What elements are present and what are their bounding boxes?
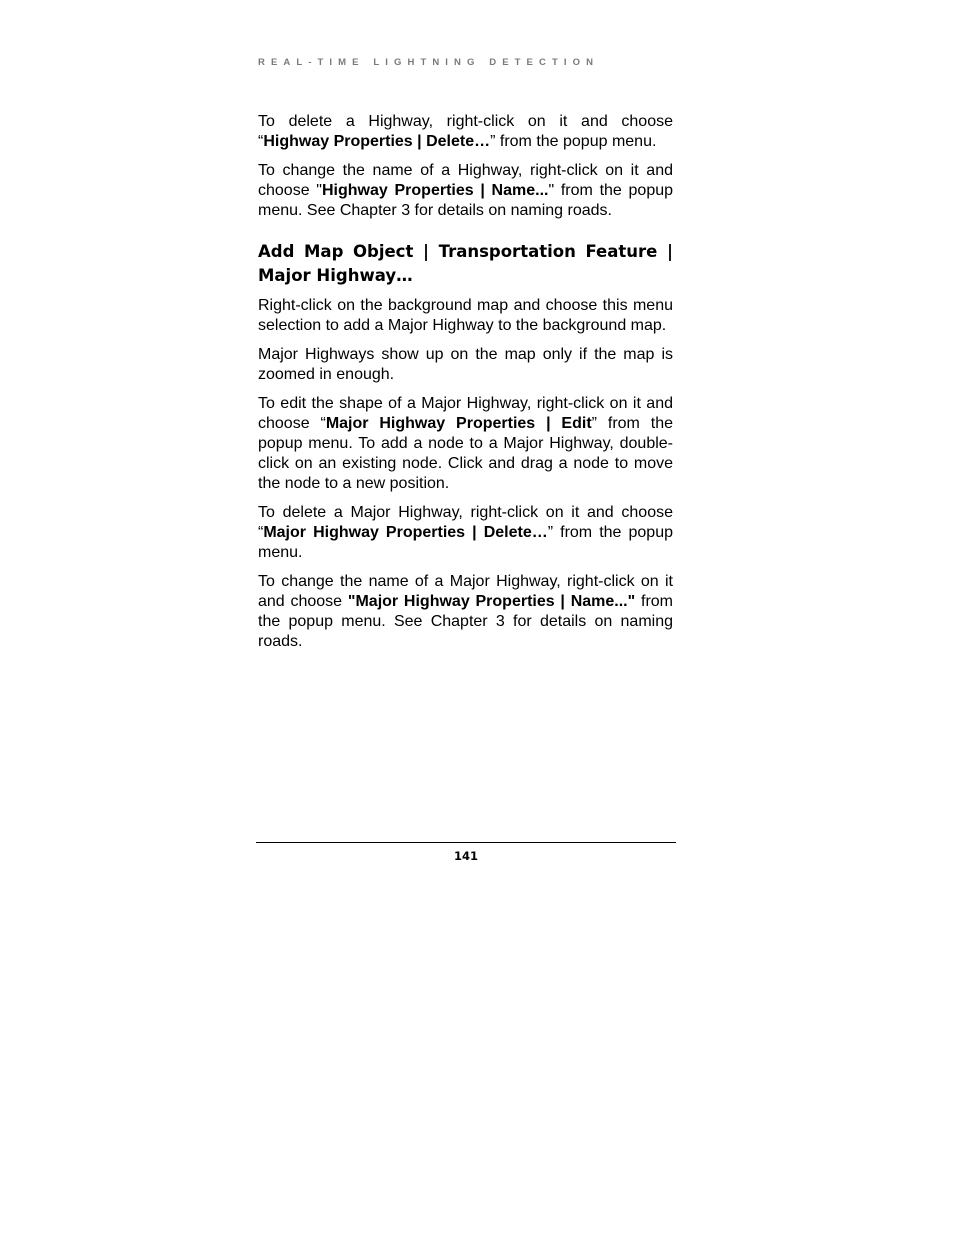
paragraph-edit-major-highway bbox=[258, 394, 673, 494]
paragraph-text: To change the name of a Highway, right-click on it and choose " bbox=[258, 162, 673, 199]
running-header: REAL-TIME LIGHTNING DETECTION bbox=[258, 57, 600, 68]
paragraph-text: To delete a Highway, right-click on it and choose “ bbox=[258, 113, 673, 150]
section-heading: Add Map Object | Transportation Feature | Major Highway… bbox=[258, 242, 673, 285]
menu-path: "Major Highway Properties | Name..." bbox=[347, 593, 636, 610]
page-number: 141 bbox=[453, 849, 478, 863]
menu-path: Major Highway Properties | Edit bbox=[325, 415, 592, 432]
menu-path: Major Highway Properties | Delete… bbox=[263, 524, 548, 541]
menu-path: Highway Properties | Delete… bbox=[263, 133, 491, 150]
page-body bbox=[258, 112, 673, 661]
paragraph-text: To edit the shape of a Major Highway, right-click on it and choose “ bbox=[258, 395, 673, 432]
paragraph-text: To change the name of a Major Highway, right-click on it and choose bbox=[258, 573, 673, 610]
footer-divider bbox=[256, 842, 676, 843]
paragraph-rename-highway bbox=[258, 161, 673, 221]
paragraph-text: ” from the popup menu. bbox=[490, 133, 657, 150]
paragraph-rename-major-highway bbox=[258, 572, 673, 652]
paragraph-text: To delete a Major Highway, right-click on it and choose “ bbox=[258, 504, 673, 541]
paragraph-delete-major-highway bbox=[258, 503, 673, 563]
paragraph-zoom-visibility: Major Highways show up on the map only if the map is zoomed in enough. bbox=[258, 346, 673, 383]
paragraph-add-major-highway: Right-click on the background map and choose this menu selection to add a Major Highway to the background map. bbox=[258, 297, 673, 334]
paragraph-text: from the popup menu. See Chapter 3 for details on naming roads. bbox=[258, 593, 673, 650]
paragraph-text: ” from the popup menu. bbox=[258, 524, 673, 561]
paragraph-text: " from the popup menu. See Chapter 3 for details on naming roads. bbox=[258, 182, 674, 219]
paragraph-delete-highway bbox=[258, 112, 673, 152]
paragraph-text: ” from the popup menu. To add a node to a Major Highway, double-click on an existing node. Click and drag a node to move the node to a new position. bbox=[258, 415, 673, 492]
menu-path: Highway Properties | Name... bbox=[322, 182, 549, 199]
